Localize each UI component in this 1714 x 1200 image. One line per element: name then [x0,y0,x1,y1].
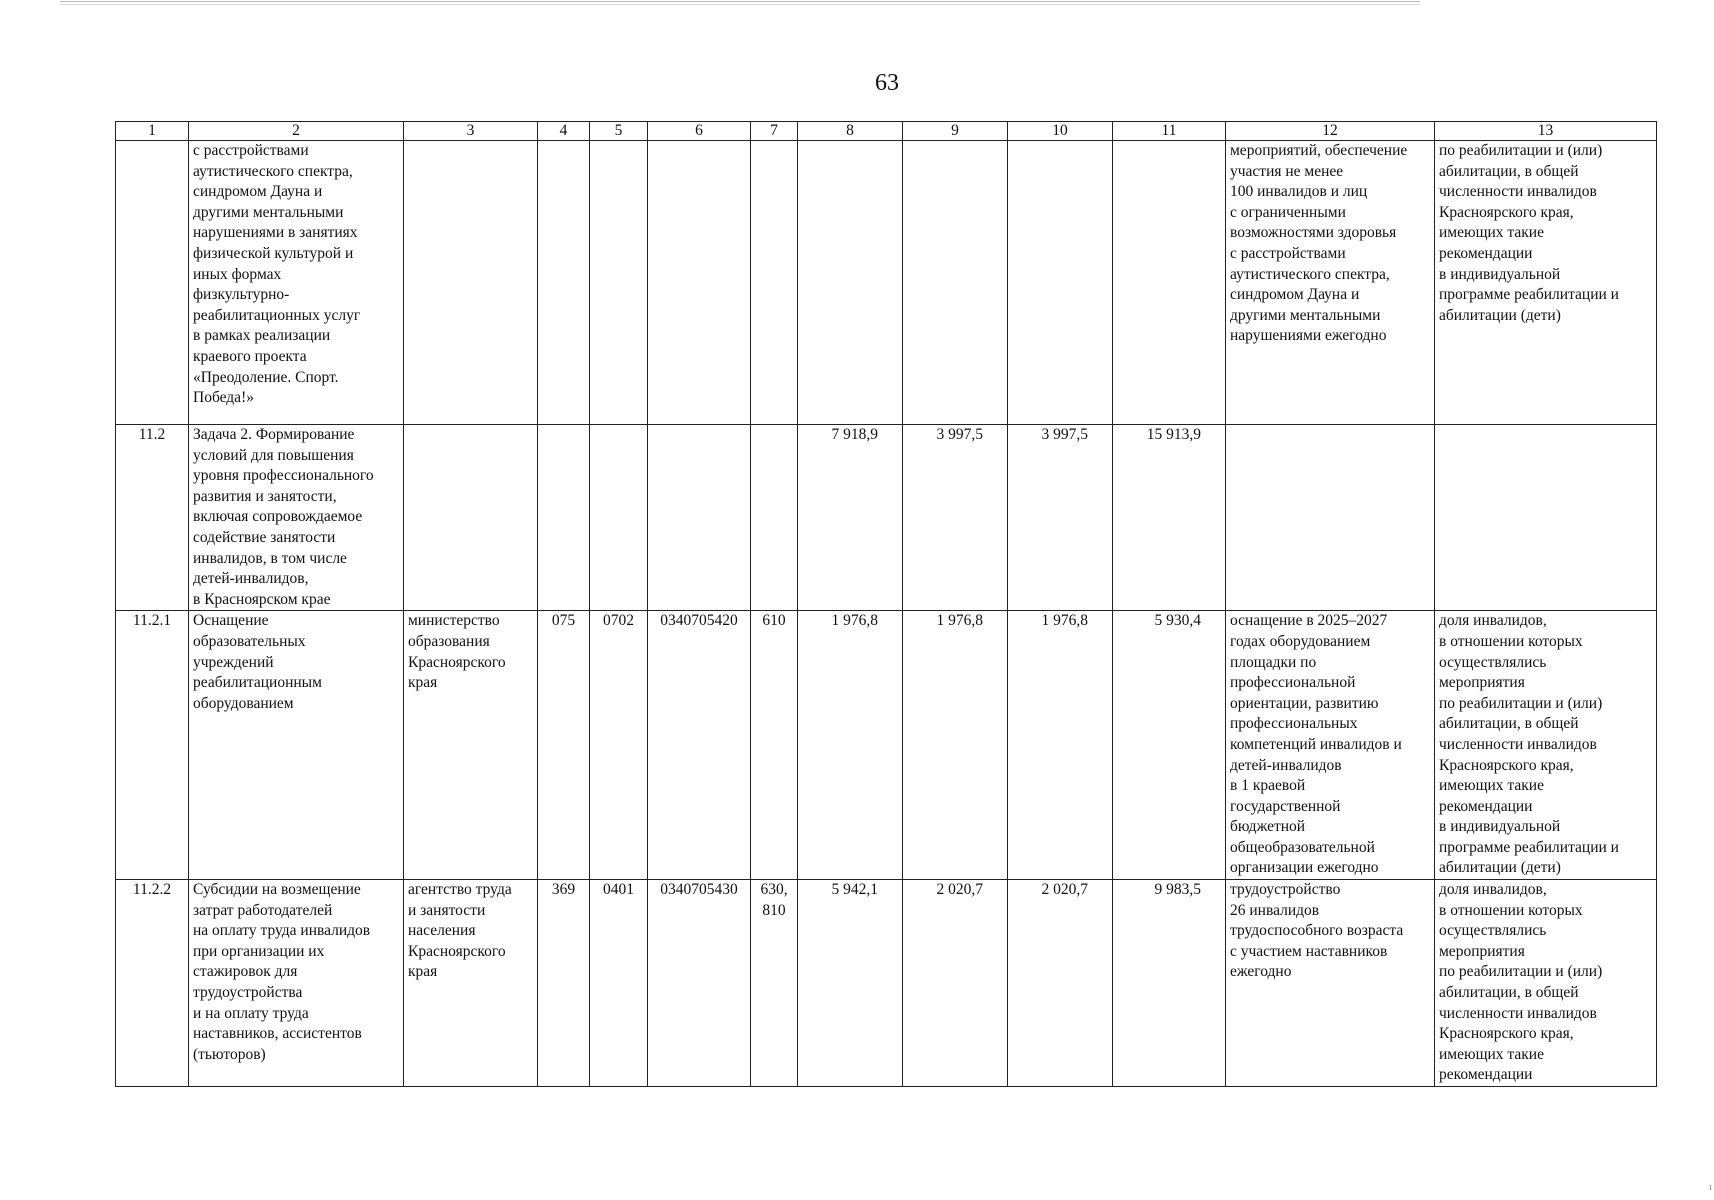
expense-type-code: 630, 810 [760,881,788,919]
item-name: с расстройствами аутистического спектра, синдромом Дауна и другими ментальными нарушениями в занятиях физической культурой и иных формах физкультурно- реабилитационных услуг в рамках реализации краевого проекта «Преодоление. Спорт. Победа!» [193,142,361,407]
expected-result: оснащение в 2025–2027 годах оборудованием площадки по профессиональной ориентации, развитию профессиональных компетенций инвалидов и детей-инвалидов в 1 краевой государственной бюджетной общеобразовательной организации ежегодно [1230,612,1402,877]
margin-mark: ı [1709,1182,1712,1193]
indicator: по реабилитации и (или) абилитации, в общей численности инвалидов Красноярского края, имеющих такие рекомендации в индивидуальной программе реабилитации и абилитации (дети) [1439,142,1619,324]
target-article-code: 0340705430 [660,881,738,899]
column-number: 11 [1113,122,1226,141]
column-number-row [116,122,1657,141]
column-number: 13 [1435,122,1657,141]
responsible-body: агентство труда и занятости населения Красноярского края [408,881,512,981]
table-row [116,141,1657,425]
section-code: 0702 [603,612,634,630]
amount-year-1: 5 942,1 [831,881,878,899]
column-number: 2 [189,122,404,141]
amount-year-3: 3 997,5 [1041,426,1088,443]
page-number: 63 [875,70,899,96]
item-name: Задача 2. Формирование условий для повышения уровня профессионального развития и занятости, включая сопровождаемое содействие занятости инвалидов, в том числе детей-инвалидов, в Красноярском крае [193,426,374,608]
responsible-body: министерство образования Красноярского края [408,612,506,692]
section-code: 0401 [603,881,634,899]
column-number: 1 [116,122,189,141]
amount-year-2: 1 976,8 [936,612,983,630]
table-row [116,611,1657,880]
column-number: 10 [1008,122,1113,141]
amount-year-3: 2 020,7 [1041,881,1088,899]
amount-year-2: 3 997,5 [936,426,983,443]
expected-result: мероприятий, обеспечение участия не менее 100 инвалидов и лиц с ограниченными возможностями здоровья с расстройствами аутистического спектра, синдромом Дауна и другими ментальными нарушениями ежегодно [1230,142,1408,345]
amount-year-1: 1 976,8 [831,612,878,630]
amount-total: 15 913,9 [1146,426,1201,443]
budget-code: 369 [551,881,576,899]
indicator: доля инвалидов, в отношении которых осуществлялись мероприятия по реабилитации и (или) абилитации, в общей численности инвалидов Красноярского края, имеющих такие рекомендации в индивидуальной программе реабилитации и абилитации (дети) [1439,612,1619,877]
amount-total: 5 930,4 [1154,612,1201,630]
item-name: Оснащение образовательных учреждений реабилитационным оборудованием [193,612,322,712]
column-number: 6 [648,122,751,141]
scan-top-edge-shadow [60,4,1420,5]
indicator: доля инвалидов, в отношении которых осуществлялись мероприятия по реабилитации и (или) абилитации, в общей численности инвалидов Красноярского края, имеющих такие рекомендации [1439,881,1603,1084]
amount-year-2: 2 020,7 [936,881,983,899]
amount-year-1: 7 918,9 [831,426,878,443]
amount-total: 9 983,5 [1154,881,1201,899]
column-number: 4 [538,122,590,141]
scan-top-edge [60,1,1420,2]
table-row [116,880,1657,1087]
column-number: 12 [1226,122,1435,141]
column-number: 7 [751,122,798,141]
item-name: Субсидии на возмещение затрат работодателей на оплату труда инвалидов при организации их стажировок для трудоустройства и на оплату труда наставников, ассистентов (тьюторов) [193,881,371,1063]
item-number: 11.2.2 [132,881,172,899]
program-table [115,121,1657,1087]
expected-result: трудоустройство 26 инвалидов трудоспособного возраста с участием наставников ежегодно [1230,881,1404,981]
table-row [116,425,1657,611]
column-number: 5 [590,122,648,141]
column-number: 9 [903,122,1008,141]
item-number: 11.2.1 [132,612,172,630]
target-article-code: 0340705420 [660,612,738,630]
expense-type-code: 610 [762,612,786,630]
column-number: 8 [798,122,903,141]
item-number: 11.2 [138,426,166,443]
budget-code: 075 [551,612,576,630]
amount-year-3: 1 976,8 [1041,612,1088,630]
column-number: 3 [404,122,538,141]
